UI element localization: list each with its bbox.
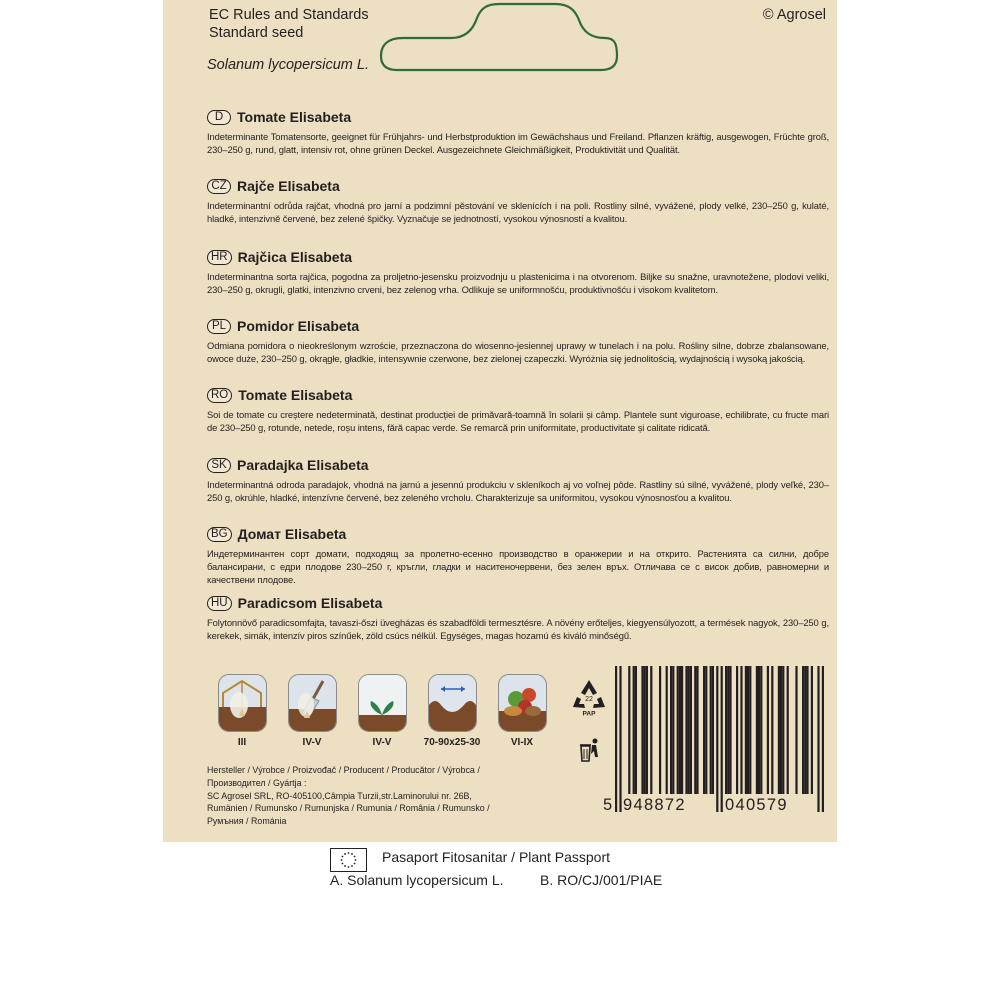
lang-title: Pomidor Elisabeta: [237, 318, 360, 334]
barcode-bar: [817, 666, 819, 812]
icon-item: [347, 674, 417, 748]
barcode-bar: [745, 666, 747, 794]
icon-item: [487, 674, 557, 748]
barcode-bar: [721, 666, 723, 812]
lang-code-badge: CZ: [207, 179, 231, 194]
barcode-bar: [685, 666, 687, 794]
barcode-bar: [677, 666, 679, 794]
lang-title: Tomate Elisabeta: [237, 109, 352, 125]
waste-bin-icon: [578, 737, 602, 768]
barcode-bar: [644, 666, 646, 794]
eu-star: [354, 856, 356, 858]
lang-description: Индетерминантен сорт домати, подходящ за пролетно-есенно производство в оранжерии и на открито. Растенията са силни, добре балансирани, с едри плодове 230–250 г, кръгли, гладки и наситеночервени, без зелен връх. Отличава се с висок добив, равномерни и качествени плодове.: [207, 548, 829, 586]
lang-code-badge: BG: [207, 527, 232, 542]
lang-description: Odmiana pomidora o nieokreślonym wzroście, przeznaczona do wiosenno-jesiennej uprawy w tunelach i na polu. Rośliny silne, dobrze zbalansowane, owoce duże, 230–250 g, okrągłe, gładkie, intensywnie czerwone, bez zielonej czapeczki. Wyróżnia się jednolitością, wydajnością i wysoką jakością.: [207, 340, 829, 365]
barcode-bar: [696, 666, 698, 794]
barcode-bar: [740, 666, 742, 794]
header-standard: Standard seed: [209, 25, 304, 41]
eu-star: [355, 859, 357, 861]
eu-star: [348, 866, 350, 868]
lang-section-hr: [207, 248, 829, 296]
barcode-bar: [747, 666, 749, 794]
barcode-bar: [725, 666, 727, 794]
icon-item: [417, 674, 487, 748]
barcode-bar: [780, 666, 782, 794]
lang-title: Paradicsom Elisabeta: [237, 595, 383, 611]
lang-description: Indeterminantná odroda paradajok, vhodná na jarnú a jesennú produkciu v skleníkoch aj vo voľnej pôde. Rastliny sú silné, vyvážené, plody veľké, 230–250 g, okrúhle, hladké, intenzívne červené, bez zeleného vrcholu. Charakterizuje sa uniformitou, vysokou výnosnosťou a kvalitou.: [207, 479, 829, 504]
barcode-bar: [758, 666, 760, 794]
eu-star: [342, 856, 344, 858]
icon-label: IV-V: [302, 737, 322, 748]
eu-star: [344, 853, 346, 855]
barcode-bar: [670, 666, 672, 794]
lang-description: Indeterminantna sorta rajčica, pogodna za proljetno-jesensku proizvodnju u plastenicima i na otvorenom. Biljke su snažne, uravnotežene, plodovi veliki, 230–250 g, okrugli, glatki, intenzivno crveni, bez zelenog vrha. Odlikuje se uniformnošću, produktivnošću i visokom kvalitetom.: [207, 271, 829, 296]
icon-label: 70-90x25-30: [423, 737, 481, 748]
icon-label: III: [237, 737, 247, 748]
barcode-bar: [705, 666, 707, 794]
lang-section-hu: [207, 594, 829, 642]
icon-item: [207, 674, 277, 748]
header-copyright: © Agrosel: [762, 7, 826, 23]
barcode-bar: [736, 666, 738, 794]
lang-code-badge: RO: [207, 388, 232, 403]
icon-label: VI-IX: [510, 737, 534, 748]
eu-star: [341, 859, 343, 861]
lang-section-bg: [207, 525, 829, 586]
barcode-bar: [778, 666, 780, 794]
eu-star: [342, 863, 344, 865]
producer-info: [207, 764, 507, 828]
eu-star: [348, 852, 350, 854]
barcode-bar: [716, 666, 718, 812]
barcode-bar: [633, 666, 635, 794]
barcode-bar: [703, 666, 705, 794]
lang-section-pl: [207, 317, 829, 365]
lang-section-cz: [207, 177, 829, 225]
barcode-first-digit: 5: [603, 796, 614, 814]
barcode-bar: [729, 666, 731, 794]
lang-description: Folytonnövő paradicsomfajta, tavaszi-őszi üvegházas és szabadföldi termesztésre. A növény erőteljes, kiegyensúlyozott, a termések nagyok, 230–250 g, kerekek, simák, intenzív piros színűek, zöld csúcs nélkül. Egységes, magas hozamú és kiváló minőségű.: [207, 617, 829, 642]
lang-section-de: [207, 108, 829, 156]
barcode-bar: [760, 666, 762, 794]
barcode-bar: [804, 666, 806, 794]
recycle-number: 22: [585, 696, 593, 703]
producer-country: Rumänien / Rumunsko / Rumunjska / Rumunia / România / Rumunsko / Румъния / Románia: [207, 803, 490, 827]
barcode-bar: [767, 666, 769, 794]
barcode-bar: [712, 666, 714, 794]
barcode-bar: [628, 666, 630, 794]
cultivation-icons: [207, 674, 557, 748]
lang-title: Tomate Elisabeta: [238, 387, 353, 403]
barcode-bar: [672, 666, 674, 794]
eu-star: [344, 865, 346, 867]
passport-species: A. Solanum lycopersicum L.: [330, 872, 504, 888]
recycle-icon: [571, 677, 607, 722]
barcode-bar: [666, 666, 668, 794]
lang-code-badge: PL: [207, 319, 231, 334]
trowel-sowing-icon: [288, 674, 337, 732]
passport-code: B. RO/CJ/001/PIAE: [540, 872, 663, 888]
barcode-bar: [811, 666, 813, 794]
barcode-bar: [710, 666, 712, 794]
barcode-bar: [615, 666, 617, 812]
barcode-bar: [749, 666, 751, 794]
barcode-bar: [679, 666, 681, 794]
barcode-bar: [641, 666, 643, 794]
barcode-bar: [646, 666, 648, 794]
icon-label: IV-V: [372, 737, 392, 748]
lang-code-badge: D: [207, 110, 231, 125]
producer-address: SC Agrosel SRL, RO-405100,Câmpia Turzii,str.Laminorului nr. 26B,: [207, 790, 472, 801]
eu-star: [351, 865, 353, 867]
lang-code-badge: HR: [207, 250, 232, 265]
barcode-bar: [782, 666, 784, 794]
producer-label: Hersteller / Výrobce / Proizvođač / Producent / Producător / Výrobca / Производител / Gyártja :: [207, 765, 480, 788]
barcode-bar: [694, 666, 696, 794]
lang-section-sk: [207, 456, 829, 504]
barcode-bar: [650, 666, 652, 794]
barcode-bar: [806, 666, 808, 794]
barcode-left-digits: 948872: [623, 796, 686, 814]
harvest-icon: [498, 674, 547, 732]
barcode-bar: [690, 666, 692, 794]
barcode-right-digits: 040579: [725, 796, 788, 814]
seedling-icon: [358, 674, 407, 732]
header-rules: EC Rules and Standards: [209, 7, 369, 23]
lang-title: Paradajka Elisabeta: [237, 457, 369, 473]
lang-code-badge: HU: [207, 596, 232, 611]
barcode-bar: [688, 666, 690, 794]
barcode-bar: [635, 666, 637, 794]
lang-description: Indeterminantní odrůda rajčat, vhodná pro jarní a podzimní pěstování ve sklenících i na poli. Rostliny silné, vyvážené, plody velké, 230–250 g, kulaté, hladké, intenzivně červené, bez zelené špičky. Vyznačuje se jednotností, vysokou výnosností a kvalitou.: [207, 200, 829, 225]
lang-title: Домат Elisabeta: [237, 526, 347, 542]
barcode-bar: [771, 666, 773, 794]
lang-description: Soi de tomate cu creștere nedeterminată, destinat producției de primăvară-toamnă în solarii și câmp. Plantele sunt viguroase, echilibrate, cu fructe mari de 230–250 g, rotunde, netede, roșu intens, fără capac verde. Se remarcă prin uniformitate, productivitate și calitate ridicată.: [207, 409, 829, 434]
packet-window-outline: [379, 0, 619, 72]
eu-star: [351, 853, 353, 855]
lang-title: Rajče Elisabeta: [237, 178, 340, 194]
recycle-code: PAP: [582, 710, 596, 717]
lang-title: Rajčica Elisabeta: [237, 249, 353, 265]
lang-section-ro: [207, 386, 829, 434]
eu-star: [354, 863, 356, 865]
greenhouse-sowing-icon: [218, 674, 267, 732]
icon-item: [277, 674, 347, 748]
lang-code-badge: SK: [207, 458, 231, 473]
passport-title: Pasaport Fitosanitar / Plant Passport: [382, 849, 610, 865]
barcode-bar: [787, 666, 789, 794]
barcode-bar: [822, 666, 824, 812]
eu-flag-icon: [330, 848, 367, 872]
seed-packet-back: [163, 0, 837, 842]
header-species: Solanum lycopersicum L.: [207, 57, 369, 73]
barcode-bar: [802, 666, 804, 794]
lang-description: Indeterminante Tomatensorte, geeignet für Frühjahrs- und Herbstproduktion im Gewächshaus und Freiland. Pflanzen kräftig, ausgewogen, Früchte groß, 230–250 g, rund, glatt, intensiv rot, ohne grünen Deckel. Ausgezeichnete Gleichmäßigkeit, Produktivität und Qualität.: [207, 131, 829, 156]
barcode-bar: [619, 666, 621, 812]
barcode-bar: [659, 666, 661, 794]
barcode-bar: [756, 666, 758, 794]
barcode-bar: [681, 666, 683, 794]
barcode-bar: [795, 666, 797, 794]
barcode-bar: [727, 666, 729, 794]
spacing-icon: [428, 674, 477, 732]
